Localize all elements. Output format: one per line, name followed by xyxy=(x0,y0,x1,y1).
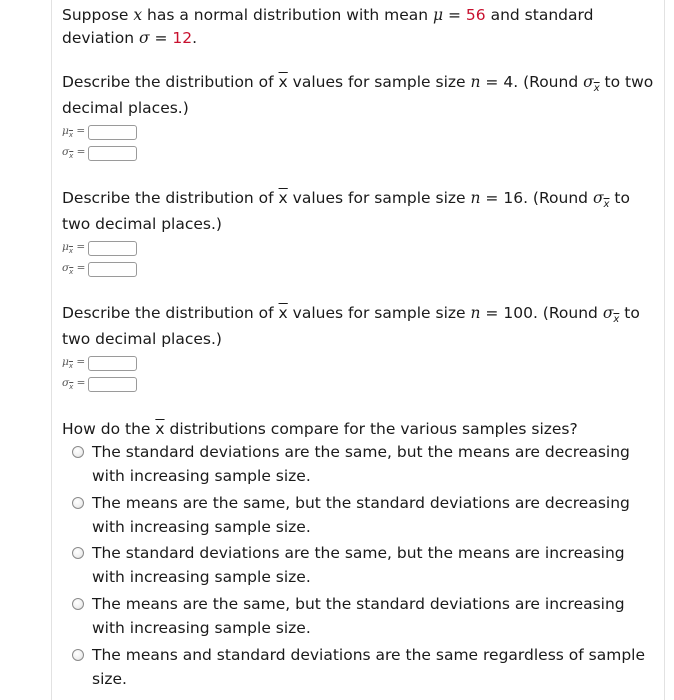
part1-line-2: decimal places.) xyxy=(62,99,189,117)
option-3[interactable] xyxy=(72,542,662,589)
part1-line-1: Describe the distribution of $\overline{x}$ values for sample size n = 4. (Round $\sigma_{\overline{x}}$ to two xyxy=(62,73,654,95)
option-label: The means are the same, but the standard deviations are increasing with increasing sample size. xyxy=(92,595,625,637)
sigma-xbar-label: $\sigma_{\overline{x}}$ = xyxy=(62,376,86,392)
option-2[interactable] xyxy=(72,492,662,539)
compare-question: How do the $\overline{x}$ distributions compare for the various samples sizes? xyxy=(62,420,578,438)
radio-button[interactable] xyxy=(72,598,84,610)
xbar-symbol: $\overline{x}$ xyxy=(278,189,288,207)
sigma-symbol: σ xyxy=(138,29,150,47)
mu-symbol: μ xyxy=(433,6,444,24)
part3-mean-input[interactable] xyxy=(88,356,137,371)
part2-mean-input[interactable] xyxy=(88,241,137,256)
option-1[interactable] xyxy=(72,441,662,488)
right-border xyxy=(664,0,665,700)
radio-button[interactable] xyxy=(72,446,84,458)
part3-line-2: two decimal places.) xyxy=(62,330,222,348)
sigma-xbar-symbol: $\sigma_{\overline{x}}$ xyxy=(583,73,600,95)
option-label: The standard deviations are the same, but the means are decreasing with increasing sample size. xyxy=(92,443,630,485)
option-label: The means are the same, but the standard deviations are decreasing with increasing sample size. xyxy=(92,494,630,536)
sample-size-value: 100 xyxy=(503,304,533,322)
sd-value: 12 xyxy=(172,29,193,47)
option-label: The means and standard deviations are the same regardless of sample size. xyxy=(92,646,646,688)
part1-sd-input[interactable] xyxy=(88,146,137,161)
variable-x: x xyxy=(133,6,143,24)
option-4[interactable] xyxy=(72,593,662,640)
part2-mean-row xyxy=(62,239,137,257)
radio-button[interactable] xyxy=(72,547,84,559)
part3-sd-row xyxy=(62,375,137,393)
part3-line-1: Describe the distribution of $\overline{x}$ values for sample size n = 100. (Round $\sigma_{\overline{x}}$ to xyxy=(62,304,640,326)
part3-sd-input[interactable] xyxy=(88,377,137,392)
part3-mean-row xyxy=(62,354,137,372)
xbar-symbol: $\overline{x}$ xyxy=(278,304,288,322)
xbar-symbol: $\overline{x}$ xyxy=(278,73,288,91)
left-border xyxy=(51,0,52,700)
sigma-xbar-symbol: $\sigma_{\overline{x}}$ xyxy=(592,189,610,211)
part2-line-1: Describe the distribution of $\overline{x}$ values for sample size n = 16. (Round $\sigma_{\overline{x}}$ to xyxy=(62,189,630,211)
option-label: The standard deviations are the same, but the means are increasing with increasing sample size. xyxy=(92,544,625,586)
part1-mean-row xyxy=(62,123,137,141)
part2-line-2: two decimal places.) xyxy=(62,215,222,233)
mu-xbar-label: $\mu_{\overline{x}}$ = xyxy=(62,355,86,371)
sigma-xbar-label: $\sigma_{\overline{x}}$ = xyxy=(62,261,86,277)
intro-line-2: deviation σ = 12. xyxy=(62,29,198,47)
sigma-xbar-label: $\sigma_{\overline{x}}$ = xyxy=(62,145,86,161)
mu-xbar-label: $\mu_{\overline{x}}$ = xyxy=(62,124,86,140)
intro-line-1: Suppose x has a normal distribution with mean μ = 56 and standard xyxy=(62,6,594,24)
mu-xbar-label: $\mu_{\overline{x}}$ = xyxy=(62,240,86,256)
part2-sd-row xyxy=(62,260,137,278)
radio-button[interactable] xyxy=(72,497,84,509)
part2-sd-input[interactable] xyxy=(88,262,137,277)
sigma-xbar-symbol: $\sigma_{\overline{x}}$ xyxy=(602,304,620,326)
xbar-symbol: $\overline{x}$ xyxy=(155,420,165,438)
part1-mean-input[interactable] xyxy=(88,125,137,140)
sample-size-value: 16 xyxy=(503,189,524,207)
sample-size-value: 4 xyxy=(503,73,514,91)
mean-value: 56 xyxy=(465,6,486,24)
part1-sd-row xyxy=(62,144,137,162)
radio-button[interactable] xyxy=(72,649,84,661)
option-5[interactable] xyxy=(72,644,662,691)
